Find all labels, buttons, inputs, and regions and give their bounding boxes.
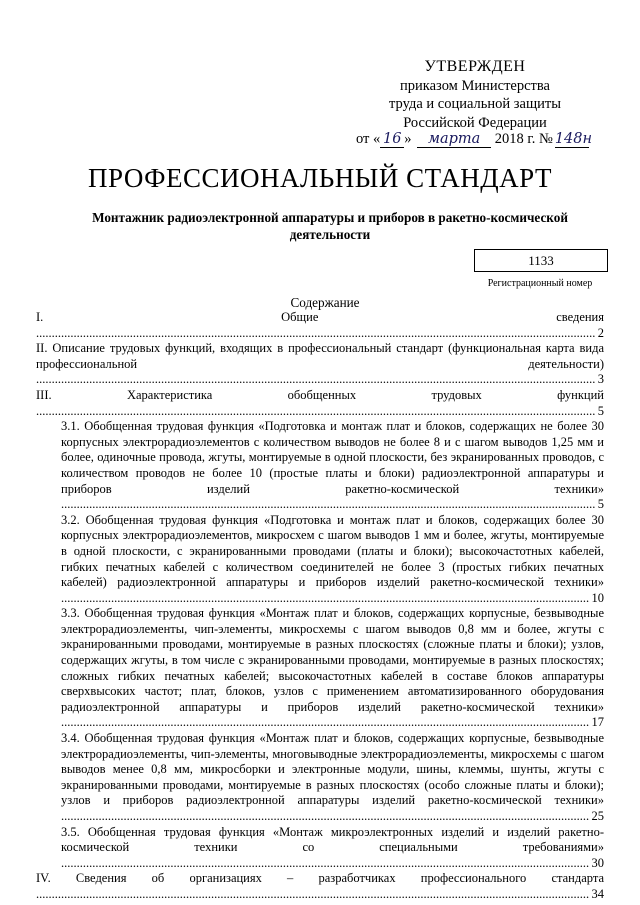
order-quote-close: » [404,131,412,147]
toc-entry-text: II. Описание трудовых функций, входящих в профессиональный стандарт (функциональная карта вида профессиональной деятельности) [36,341,604,371]
toc-entry-page: 3 [597,372,604,387]
toc-entry-text: 3.3. Обобщенная трудовая функция «Монтаж плат и блоков, содержащих корпусные, безвыводные электрорадиоэлементы, чип-элементы, микросхемы с шагом выводов 0,8 мм и более, жгуты с экранированными проводами, монтируемые в разных плоскостях (сложные платы и блоки); узлов, содержащих жгуты, в том числе с экранированными проводами, монтируемые в разных плоскостях; сложных гибких печатных кабелей; высокочастотных кабелей в составе блоков аппаратуры сверхвысоких частот; плат, блоков, узлов с применением автоматизированного оборудования радиоэлектронной аппаратуры и приборов изделий ракетно-космической техники» [61,606,604,714]
toc-entry-page: 2 [597,325,604,340]
toc-entry-4[interactable] [36,871,604,902]
document-title: ПРОФЕССИОНАЛЬНЫЙ СТАНДАРТ [87,163,553,193]
table-of-contents [36,310,604,903]
approval-line-1: приказом Министерства [400,77,550,94]
order-year: 2018 г. № [494,131,553,147]
toc-entry-page: 34 [591,886,604,901]
order-number: 148н [554,131,593,147]
toc-entry-3-4[interactable] [36,731,604,825]
registration-number-label: Регистрационный номер [487,278,593,289]
toc-entry-text: III. Характеристика обобщенных трудовых функций [36,387,604,402]
approval-line-2: труда и социальной защиты [389,96,561,112]
toc-entry-page: 25 [591,809,604,823]
registration-number-box: 1133 [474,249,608,272]
approval-block [340,58,610,132]
toc-entry-page: 5 [597,403,604,418]
toc-entry-3-3[interactable] [36,606,604,731]
toc-entry-text: 3.1. Обобщенная трудовая функция «Подготовка и монтаж плат и блоков, содержащих не более 30 корпусных электрорадиоэлементов с количеством выводов не более 8 и с шагом выводов 1,25 мм и более, одиночные провода, жгуты, монтируемые в одной плоскости, без экранированных проводов, с количеством проводов не более 10 (простые платы и блоки) радиоэлектронной аппаратуры и приборов изделий ракетно-космической техники» [61,419,604,496]
toc-entry-page: 5 [597,497,604,512]
toc-entry-page: 30 [591,855,604,870]
toc-title: Содержание [290,295,360,310]
document-subtitle [40,209,620,243]
toc-entry-3-2[interactable] [36,513,604,607]
toc-entry-page: 10 [591,590,604,605]
toc-entry-text: 3.4. Обобщенная трудовая функция «Монтаж плат и блоков, содержащих корпусные, безвыводные электрорадиоэлементы, чип-элементы, многовыводные электрорадиоэлементы, микросхемы с шагом выводов менее 0,8 мм, микросборки и электронные модули, шины, клеммы, шунты, жгуты с экранированными проводами, монтируемые в разных плоскостях (особо сложные платы и блоки); узлов и приборов радиоэлектронной аппаратуры изделий ракетно-космической техники» [61,731,604,808]
order-month: марта [417,131,491,148]
toc-entry-text: 3.2. Обобщенная трудовая функция «Подготовка и монтаж плат и блоков, содержащих более 30 корпусных электрорадиоэлементов, микросхем с шагом выводов 1 мм и более, жгуты, монтируемые в одной плоскости, с экранированными проводами (платы и блоки); высокочастотных кабелей, гибких печатных кабелей с количеством соединителей не более 3 (простых гибких печатных кабелей) радиоэлектронной аппаратуры и приборов изделий ракетно-космической техники» [61,512,604,590]
toc-entry-3[interactable] [36,388,604,419]
toc-entry-text: 3.5. Обобщенная трудовая функция «Монтаж микроэлектронных изделий и изделий ракетно-космической техники со специальными требованиями» [61,824,604,855]
toc-entry-page: 17 [591,715,604,730]
toc-entry-3-5[interactable] [36,825,604,872]
toc-entry-text: I. Общие сведения [36,310,604,324]
toc-entry-1[interactable] [36,310,604,341]
toc-entry-3-1[interactable] [36,419,604,513]
order-from: от « [356,131,381,147]
subtitle-line-2: деятельности [289,227,371,242]
toc-entry-2[interactable] [36,341,604,388]
subtitle-line-1: Монтажник радиоэлектронной аппаратуры и приборов в ракетно-космической [92,210,568,225]
toc-entry-text: IV. Сведения об организациях – разработчиках профессионального стандарта [36,871,604,886]
order-day: 16 [380,131,404,148]
approval-stamp: УТВЕРЖДЕН [424,58,526,75]
order-line [356,131,593,148]
approval-line-3: Российской Федерации [403,114,547,131]
